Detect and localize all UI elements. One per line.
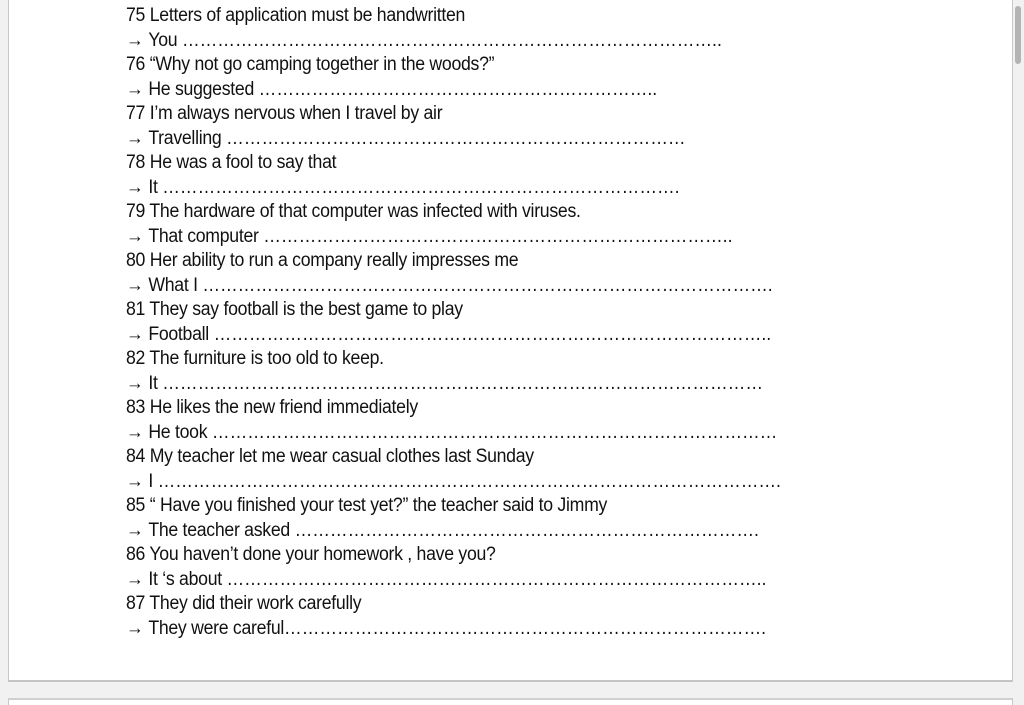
arrow-icon: → — [126, 372, 144, 394]
question-81: 81 They say football is the best game to play — [126, 299, 463, 320]
answer-prompt-79 — [126, 225, 758, 250]
arrow-icon: → — [126, 568, 144, 590]
answer-prompt-83 — [126, 421, 778, 446]
answer-start: The teacher asked — [148, 519, 290, 541]
question-85: 85 “ Have you finished your test yet?” the teacher said to Jimmy — [126, 495, 608, 516]
document-page — [8, 0, 1013, 682]
answer-start: They were careful — [148, 617, 285, 639]
answer-blank: ………………………………………………………………………………….. — [213, 323, 772, 345]
arrow-icon: → — [126, 274, 144, 296]
scrollbar-thumb[interactable] — [1015, 6, 1021, 64]
arrow-icon: → — [126, 225, 144, 247]
question-87: 87 They did their work carefully — [126, 593, 362, 614]
answer-start: What I — [148, 274, 198, 296]
answer-prompt-81 — [126, 323, 772, 348]
answer-start: You — [148, 29, 178, 51]
answer-prompt-86 — [126, 568, 767, 593]
answer-prompt-87 — [126, 617, 767, 642]
answer-blank: ……………………………………………………………………………………. — [202, 274, 773, 296]
answer-prompt-76 — [126, 78, 758, 103]
answer-blank: ……………………………………………………………………………. — [162, 176, 680, 198]
question-82: 82 The furniture is too old to keep. — [126, 348, 384, 369]
answer-start: He suggested — [148, 78, 255, 100]
answer-prompt-75 — [126, 29, 758, 54]
question-77: 77 I’m always nervous when I travel by air — [126, 103, 443, 124]
answer-blank: …………………………………………………………………… — [226, 127, 686, 149]
answer-blank: …………………………………………………………………….. — [263, 225, 733, 247]
question-83: 83 He likes the new friend immediately — [126, 397, 418, 418]
answer-blank: ……………………………………………………………………. — [294, 519, 759, 541]
answer-blank: ………………………………………………………………………. — [284, 617, 767, 639]
answer-start: It ‘s about — [148, 568, 222, 590]
answer-blank: ………………………………………………………….. — [258, 78, 658, 100]
arrow-icon: → — [126, 29, 144, 51]
question-75: 75 Letters of application must be handwritten — [126, 5, 466, 26]
arrow-icon: → — [126, 78, 144, 100]
answer-blank: ………………………………………………………………………………………… — [162, 372, 764, 394]
answer-start: That computer — [148, 225, 259, 247]
question-79: 79 The hardware of that computer was infected with viruses. — [126, 201, 581, 222]
exercise-list — [126, 4, 806, 641]
answer-prompt-80 — [126, 274, 773, 299]
arrow-icon: → — [126, 617, 144, 639]
arrow-icon: → — [126, 470, 144, 492]
answer-blank: ……………………………………………………………………………………………. — [157, 470, 781, 492]
answer-prompt-78 — [126, 176, 758, 201]
arrow-icon: → — [126, 127, 144, 149]
answer-start: It — [148, 176, 158, 198]
arrow-icon: → — [126, 176, 144, 198]
answer-prompt-85 — [126, 519, 758, 544]
scrollbar-track[interactable] — [1013, 0, 1024, 705]
question-86: 86 You haven’t done your homework , have you? — [126, 544, 496, 565]
answer-start: I — [148, 470, 153, 492]
answer-prompt-84 — [126, 470, 781, 495]
question-84: 84 My teacher let me wear casual clothes last Sunday — [126, 446, 534, 467]
answer-start: It — [148, 372, 158, 394]
answer-start: Football — [148, 323, 209, 345]
answer-prompt-77 — [126, 127, 758, 152]
question-80: 80 Her ability to run a company really impresses me — [126, 250, 519, 271]
arrow-icon: → — [126, 323, 144, 345]
answer-start: He took — [148, 421, 208, 443]
answer-blank: ……………………………………………………………………………….. — [226, 568, 767, 590]
answer-blank: ……………………………………………………………………………….. — [181, 29, 722, 51]
answer-prompt-82 — [126, 372, 764, 397]
answer-blank: …………………………………………………………………………………… — [211, 421, 778, 443]
question-76: 76 “Why not go camping together in the woods?” — [126, 54, 495, 75]
next-page-edge — [8, 698, 1013, 705]
answer-start: Travelling — [148, 127, 222, 149]
arrow-icon: → — [126, 519, 144, 541]
question-78: 78 He was a fool to say that — [126, 152, 337, 173]
arrow-icon: → — [126, 421, 144, 443]
